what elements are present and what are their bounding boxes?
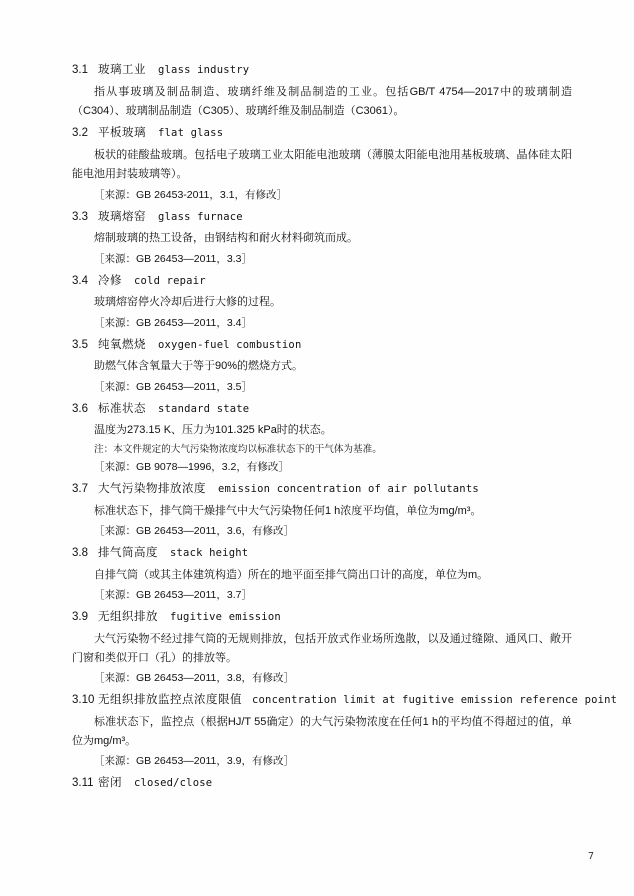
- term-english: emission concentration of air pollutants: [218, 482, 479, 495]
- term-heading: [72, 207, 572, 229]
- term-english: flat glass: [158, 127, 224, 140]
- term-heading: [72, 271, 572, 293]
- term-english: cold repair: [134, 274, 206, 287]
- term-entry-3-11: [72, 773, 572, 795]
- term-chinese: 排气筒高度: [98, 546, 158, 559]
- term-entry-3-9: [72, 607, 572, 688]
- term-definition: 温度为273.15 K、压力为101.325 kPa时的状态。: [94, 424, 332, 437]
- term-entry-3-4: [72, 271, 572, 333]
- term-english: standard state: [158, 402, 250, 415]
- term-chinese: 标准状态: [98, 402, 146, 415]
- term-english: closed/close: [134, 777, 213, 790]
- term-entry-3-5: [72, 335, 572, 397]
- term-source: ［来源：GB 26453-2011，3.1，有修改］: [94, 188, 287, 201]
- term-number: 3.4: [72, 274, 88, 287]
- term-definition: 熔制玻璃的热工设备，由钢结构和耐火材料砌筑而成。: [94, 232, 358, 245]
- term-number: 3.11: [72, 777, 94, 790]
- term-source: ［来源：GB 26453—2011，3.4］: [94, 316, 252, 329]
- term-entry-3-6: [72, 399, 572, 477]
- term-chinese: 密闭: [98, 777, 122, 790]
- term-chinese: 平板玻璃: [98, 127, 146, 140]
- term-english: glass furnace: [158, 210, 243, 223]
- term-heading: [72, 60, 572, 82]
- term-english: stack height: [170, 546, 249, 559]
- term-chinese: 玻璃熔窑: [98, 210, 146, 223]
- term-heading: [72, 543, 572, 565]
- term-definition: 自排气筒（或其主体建筑构造）所在的地平面至排气筒出口计的高度，单位为m。: [94, 568, 489, 581]
- term-source: ［来源：GB 26453—2011，3.5］: [94, 380, 252, 393]
- term-heading: [72, 123, 572, 145]
- term-entry-3-3: [72, 207, 572, 269]
- term-note: 注：本文件规定的大气污染物浓度均以标准状态下的干气体为基准。: [94, 443, 382, 455]
- term-chinese: 冷修: [98, 274, 122, 287]
- term-definition: 标准状态下，监控点（根据HJ/T 55确定）的大气污染物浓度在任何1 h的平均值不得超过的值，单位为mg/m³。: [72, 715, 572, 748]
- term-entry-3-8: [72, 543, 572, 605]
- term-definition: 玻璃熔窑停火冷却后进行大修的过程。: [94, 296, 281, 309]
- term-heading: [72, 479, 572, 501]
- term-entry-3-7: [72, 479, 572, 541]
- term-number: 3.9: [72, 610, 88, 623]
- term-heading: [72, 773, 572, 795]
- term-number: 3.2: [72, 127, 88, 140]
- term-chinese: 纯氧燃烧: [98, 338, 146, 351]
- term-entry-3-1: [72, 60, 572, 121]
- term-heading: [72, 399, 572, 421]
- term-heading: [72, 335, 572, 357]
- term-source: ［来源：GB 26453—2011，3.8，有修改］: [94, 672, 294, 685]
- term-definition: 助燃气体含氧量大于等于90%的燃烧方式。: [94, 360, 304, 373]
- term-number: 3.6: [72, 402, 88, 415]
- term-chinese: 玻璃工业: [98, 64, 146, 76]
- page-number: 7: [587, 851, 594, 862]
- term-source: ［来源：GB 26453—2011，3.7］: [94, 588, 252, 601]
- term-source: ［来源：GB 26453—2011，3.9，有修改］: [94, 755, 294, 768]
- term-number: 3.5: [72, 338, 88, 351]
- term-chinese: 无组织排放监控点浓度限值: [98, 694, 242, 707]
- term-definition: 板状的硅酸盐玻璃。包括电子玻璃工业太阳能电池玻璃（薄膜太阳能电池用基板玻璃、晶体硅太阳能电池用封装玻璃等）。: [72, 149, 572, 181]
- term-definition: 大气污染物不经过排气筒的无规则排放，包括开放式作业场所逸散，以及通过缝隙、通风口、敞开门窗和类似开口（孔）的排放等。: [72, 632, 572, 664]
- term-chinese: 无组织排放: [98, 610, 158, 623]
- term-definition: 标准状态下，排气筒干燥排气中大气污染物任何1 h浓度平均值，单位为mg/m³。: [94, 504, 482, 517]
- term-english: oxygen-fuel combustion: [158, 338, 302, 351]
- term-number: 3.1: [72, 64, 88, 76]
- term-definition: 指从事玻璃及制品制造、玻璃纤维及制品制造的工业。包括GB/T 4754—2017中的玻璃制造（C304）、玻璃制品制造（C305）、玻璃纤维及制品制造（C3061）。: [72, 85, 572, 118]
- term-english: glass industry: [158, 64, 250, 76]
- term-number: 3.10: [72, 694, 95, 707]
- term-heading: [72, 607, 572, 629]
- term-source: ［来源：GB 26453—2011，3.3］: [94, 252, 252, 265]
- term-chinese: 大气污染物排放浓度: [98, 482, 206, 495]
- term-entry-3-10: [72, 690, 618, 771]
- term-entry-3-2: [72, 123, 572, 204]
- term-number: 3.3: [72, 210, 88, 223]
- term-english: concentration limit at fugitive emission reference point: [252, 694, 618, 707]
- term-english: fugitive emission: [170, 610, 281, 623]
- term-number: 3.7: [72, 482, 88, 495]
- term-source: ［来源：GB 9078—1996，3.2，有修改］: [94, 460, 289, 473]
- term-number: 3.8: [72, 546, 88, 559]
- term-source: ［来源：GB 26453—2011，3.6，有修改］: [94, 524, 294, 537]
- term-heading: [72, 690, 618, 712]
